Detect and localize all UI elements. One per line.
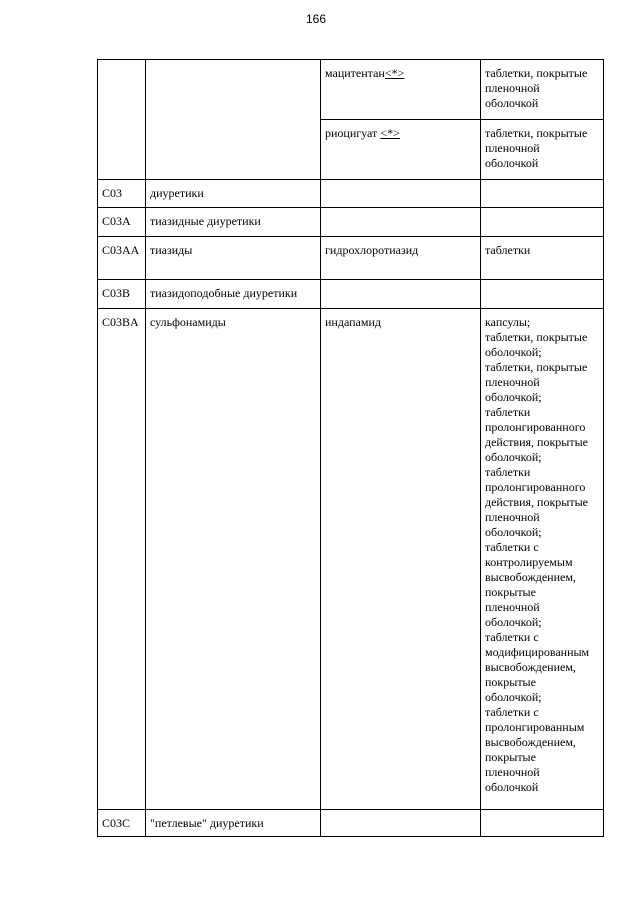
- drug-name-cell: гидрохлоротиазид: [321, 237, 481, 280]
- group-name-cell: тиазидные диуретики: [146, 208, 321, 237]
- atc-code-cell: C03B: [98, 280, 146, 309]
- drug-name-cell: [321, 810, 481, 837]
- group-name-cell: тиазидоподобные диуретики: [146, 280, 321, 309]
- page-number: 166: [305, 12, 327, 26]
- drug-name-cell: [321, 280, 481, 309]
- group-name-cell: [146, 60, 321, 180]
- dosage-form-cell: [481, 810, 604, 837]
- drug-name-cell: мацитентан<*>: [321, 60, 481, 120]
- table-row: [98, 237, 604, 280]
- atc-code-cell: [98, 60, 146, 180]
- table-row: [98, 810, 604, 837]
- atc-code-cell: C03BA: [98, 309, 146, 810]
- group-name-cell: сульфонамиды: [146, 309, 321, 810]
- drug-name-cell: [321, 208, 481, 237]
- table-row: [98, 60, 604, 120]
- atc-code-cell: C03C: [98, 810, 146, 837]
- table-row: [98, 180, 604, 208]
- footnote-marker: <*>: [380, 126, 400, 140]
- dosage-form-cell: таблетки, покрытые пленочной оболочкой: [481, 60, 604, 120]
- drug-name-cell: риоцигуат <*>: [321, 120, 481, 180]
- dosage-form-cell: таблетки: [481, 237, 604, 280]
- table-row: [98, 309, 604, 810]
- group-name-cell: диуретики: [146, 180, 321, 208]
- table-row: [98, 208, 604, 237]
- footnote-marker: <*>: [384, 66, 405, 80]
- group-name-cell: "петлевые" диуретики: [146, 810, 321, 837]
- atc-code-cell: C03: [98, 180, 146, 208]
- dosage-form-cell: [481, 280, 604, 309]
- drug-name-cell: [321, 180, 481, 208]
- dosage-form-cell: капсулы; таблетки, покрытые оболочкой; таблетки, покрытые пленочной оболочкой; таблетки пролонгированного действия, покрытые оболочкой; таблетки пролонгированного действия, покрытые пленочной оболочкой; таблетки с контролируемым высвобождением, покрытые пленочной оболочкой; таблетки с модифицированным высвобождением, покрытые оболочкой; таблетки с пролонгированным высвобождением, покрытые пленочной оболочкой: [481, 309, 604, 810]
- table-row: [98, 280, 604, 309]
- dosage-form-cell: таблетки, покрытые пленочной оболочкой: [481, 120, 604, 180]
- atc-code-cell: C03AA: [98, 237, 146, 280]
- drug-name-cell: индапамид: [321, 309, 481, 810]
- dosage-form-cell: [481, 180, 604, 208]
- atc-code-cell: C03A: [98, 208, 146, 237]
- group-name-cell: тиазиды: [146, 237, 321, 280]
- dosage-form-cell: [481, 208, 604, 237]
- drug-classification-table: [97, 59, 604, 837]
